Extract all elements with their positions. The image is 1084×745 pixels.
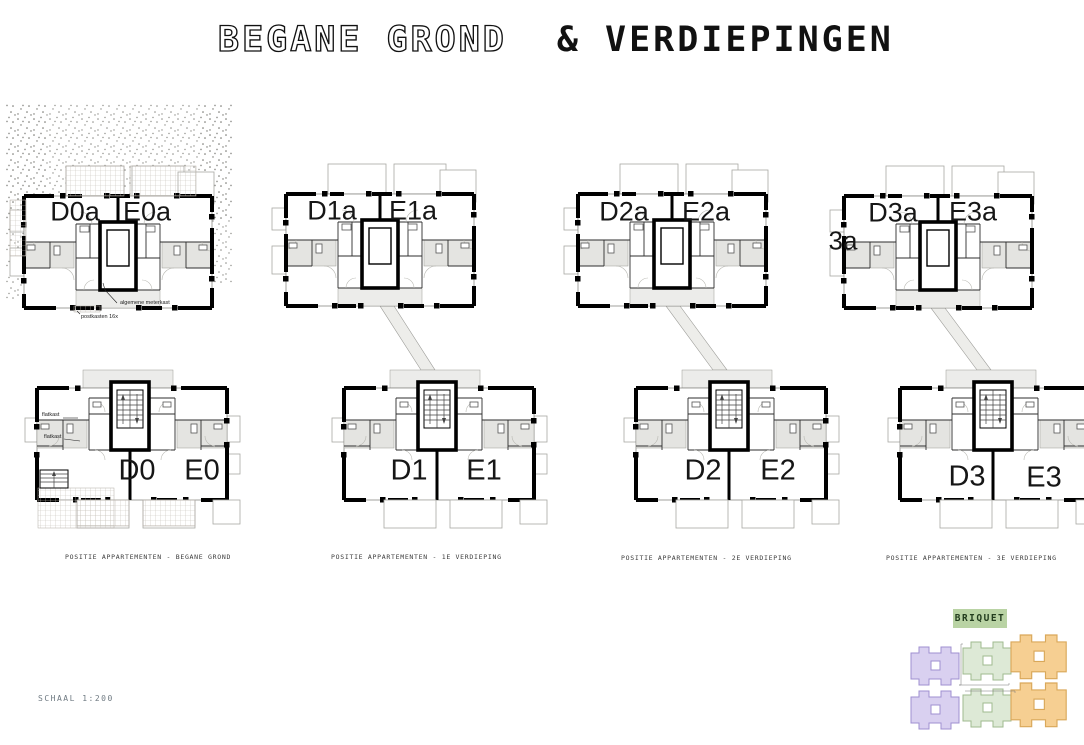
plan-caption-begane-grond: POSITIE APPARTEMENTEN - BEGANE GROND [65, 553, 232, 561]
scale-label: SCHAAL 1:200 [38, 694, 114, 703]
project-badge: BRIQUET [953, 609, 1007, 628]
plan-caption-1e-verdieping: POSITIE APPARTEMENTEN - 1E VERDIEPING [331, 553, 502, 561]
apartment-label-d1: D1 [390, 454, 428, 487]
annotation-flatkast-1: flatkast [42, 412, 60, 418]
apartment-label-partial-3a: 3a [828, 225, 858, 256]
apartment-label-e3a: E3a [948, 196, 998, 227]
apartment-label-d0: D0 [118, 454, 156, 487]
apartment-label-e2a: E2a [681, 196, 731, 227]
page-title-solid: & VERDIEPINGEN [556, 20, 894, 60]
apartment-label-d2a: D2a [599, 196, 649, 227]
apartment-label-e3: E3 [1026, 461, 1062, 494]
apartment-label-e2: E2 [760, 454, 796, 487]
apartment-label-d1a: D1a [307, 195, 357, 226]
apartment-label-e1: E1 [466, 454, 502, 487]
apartment-label-e0: E0 [184, 454, 220, 487]
apartment-label-e1a: E1a [388, 195, 438, 226]
floor-plan-drawing-2e-verdieping [562, 100, 842, 580]
floor-plan-drawing-begane-grond [0, 100, 270, 580]
apartment-label-d0a: D0a [50, 196, 100, 227]
floor-plan-drawing-1e-verdieping [270, 100, 550, 580]
apartment-label-e0a: E0a [122, 196, 172, 227]
page-title [218, 20, 894, 60]
annotation-postkasten: postkasten 16x [81, 314, 118, 320]
floor-plan-drawing-3e-verdieping [828, 100, 1084, 580]
apartment-label-d2: D2 [684, 454, 722, 487]
plan-caption-2e-verdieping: POSITIE APPARTEMENTEN - 2E VERDIEPING [621, 554, 792, 562]
page-title-outlined: BEGANE GROND [218, 20, 507, 60]
annotation-flatkast-2: flatkast [44, 434, 62, 440]
plan-caption-3e-verdieping: POSITIE APPARTEMENTEN - 3E VERDIEPING [886, 554, 1057, 562]
apartment-label-d3: D3 [948, 460, 986, 493]
annotation-meterkast: algemene meterkast [120, 300, 170, 306]
apartment-label-d3a: D3a [868, 197, 918, 228]
site-map [905, 633, 1080, 743]
